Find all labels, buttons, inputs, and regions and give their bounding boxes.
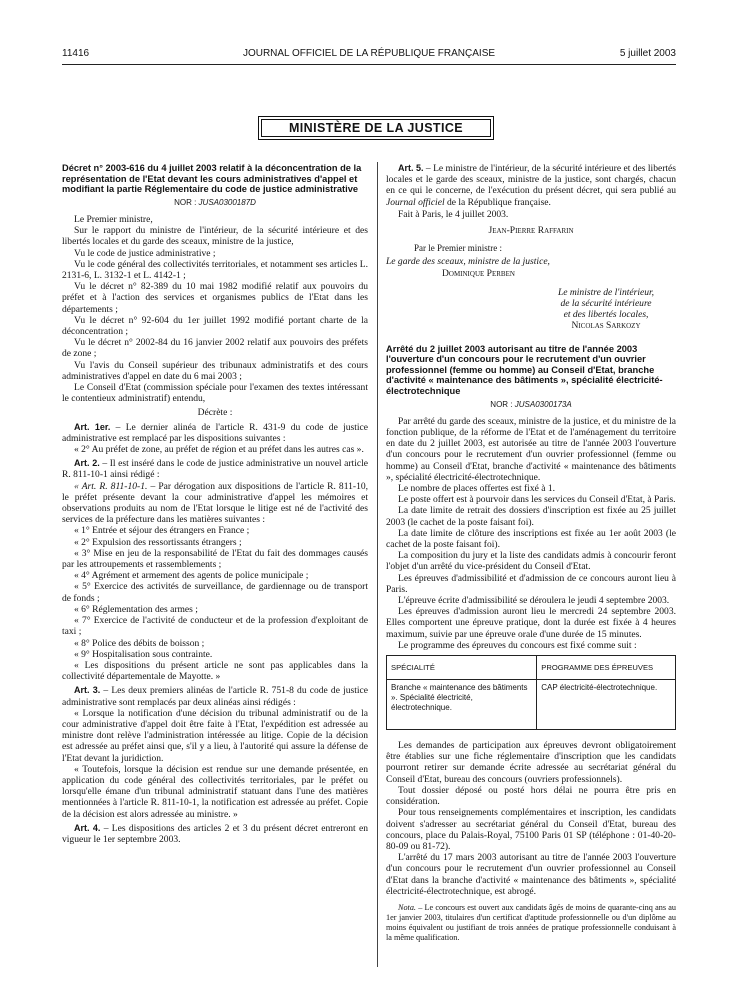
article-4 <box>62 823 368 845</box>
header-rule <box>62 64 676 65</box>
article-2-list-item: « Les dispositions du présent article ne sont pas applicables dans la collectivité départementale de Mayotte. » <box>62 659 368 683</box>
programme-table-header: SPÉCIALITÉ <box>387 656 537 680</box>
decree-premier: Le Premier ministre, <box>74 213 153 225</box>
arrete-paragraph: Le nombre de places offertes est fixé à 1. <box>398 483 556 495</box>
arrete-nor <box>386 399 676 410</box>
article-5-journal: Journal officiel <box>386 196 445 208</box>
arrete-paragraph: L'arrêté du 17 mars 2003 autorisant au titre de l'année 2003 l'ouverture d'un concours pour le recrutement d'un ouvrier professionnel au Conseil d'Etat dans la branche d'activité « maintenance des bâtiments », spécialité électricité-électrotechnique, est abrogé. <box>386 852 676 897</box>
arrete-nor-code: JUSA0300173A <box>514 399 572 409</box>
article-2-list-item: « 4° Agrément et armement des agents de police municipale ; <box>74 570 309 582</box>
decree-nor-code: JUSA0300187D <box>198 197 256 207</box>
article-2-quote-text: – Par dérogation aux dispositions de l'article R. 811-10, le préfet présente devant la cour administrative d'appel les mémoires et observations produits au nom de l'Etat lorsque le litige est né de l'activité des services de la préfecture dans les matières suivantes : <box>62 480 369 526</box>
decree-visa: Sur le rapport du ministre de l'intérieur, de la sécurité intérieure et des libertés locales et du garde des sceaux, ministre de la justice, <box>62 225 368 248</box>
arrete-note-text: – Le concours est ouvert aux candidats âgés de moins de quarante-cinq ans au 1er janvier 2003, titulaires d'un certificat d'aptitude professionnelle ou d'un diplôme au moins équivalent ou justifiant de trois années de pratique professionnelle conduisant à la même qualification. <box>386 902 676 942</box>
article-2-text: – Il est inséré dans le code de justice administrative un nouvel article R. 811-10-1 ainsi rédigé : <box>62 458 368 481</box>
decree-visa: Le Conseil d'Etat (commission spéciale pour l'examen des textes intéressant le contentieux administratif) entendu, <box>62 382 368 405</box>
article-4-text: – Les dispositions des articles 2 et 3 du présent décret entreront en vigueur le 1er septembre 2003. <box>62 822 368 845</box>
decree-visa: Vu le code de justice administrative ; <box>74 247 216 259</box>
article-2-list-item: « 8° Police des débits de boisson ; <box>74 637 205 649</box>
decree-visa: Vu le code général des collectivités territoriales, et notamment ses articles L. 2131-6, L. 3132-1 et L. 4142-1 ; <box>62 258 368 281</box>
arrete-note <box>386 903 676 943</box>
arrete-paragraph: Par arrêté du garde des sceaux, ministre de la justice, et du ministre de la fonction publique, de la réforme de l'Etat et de l'aménagement du territoire en date du 2 juillet 2003, est autorisée au titre de l'année 2003 l'ouverture d'un concours pour le recrutement d'un ouvrier professionnel (femme ou homme) au Conseil d'Etat, branche d'activité « maintenance des bâtiments », spécialité électricité-électrotechnique. <box>386 415 676 483</box>
programme-table-header-row <box>387 656 676 680</box>
arrete-paragraph: Les épreuves d'admissibilité et d'admission de ce concours auront lieu à Paris. <box>386 572 676 595</box>
article-3-label: Art. 3. <box>74 685 101 696</box>
programme-table-cell: Branche « maintenance des bâtiments ». Spécialité électricité, électrotechnique. <box>387 680 537 730</box>
article-2 <box>62 458 368 480</box>
arrete-title: Arrêté du 2 juillet 2003 autorisant au titre de l'année 2003 l'ouverture d'un concours pour le recrutement d'un ouvrier professionnel (femme ou homme) au Conseil d'Etat, branche d'activité « maintenance des bâtiments », spécialité électricité-électrotechnique <box>386 343 663 397</box>
decree-visa: Vu l'avis du Conseil supérieur des tribunaux administratifs et des cours administratives d'appel en date du 6 mai 2003 ; <box>62 359 368 382</box>
article-2-list-item: « 9° Hospitalisation sous contrainte. <box>74 648 213 660</box>
article-5-text-a: – Le ministre de l'intérieur, de la sécurité intérieure et des libertés locales et le garde des sceaux, ministre de la justice, sont chargés, chacun en ce qui le concerne, de l'exécution du présent décret, qui sera publié au <box>386 163 676 197</box>
article-1 <box>62 422 368 444</box>
arrete-paragraph: Tout dossier déposé ou posté hors délai ne pourra être pris en considération. <box>386 784 676 808</box>
article-2-list-item: « 3° Mise en jeu de la responsabilité de l'Etat du fait des dommages causés par les attroupements et rassemblements ; <box>62 547 368 571</box>
article-2-label: Art. 2. <box>74 458 100 469</box>
ministry-heading: MINISTÈRE DE LA JUSTICE <box>261 119 491 137</box>
programme-table-header: PROGRAMME DES ÉPREUVES <box>537 656 676 680</box>
programme-table-cell: CAP électricité-électrotechnique. <box>537 680 676 730</box>
decree-visa: Vu le décret n° 92-604 du 1er juillet 1992 modifié portant charte de la déconcentration ; <box>62 314 368 338</box>
article-4-label: Art. 4. <box>74 822 101 833</box>
garde-name: Dominique Perben <box>442 267 515 279</box>
arrete-paragraph: Le programme des épreuves du concours est fixé comme suit : <box>398 639 637 651</box>
decree-title: Décret n° 2003-616 du 4 juillet 2003 relatif à la déconcentration de la représentation de l'Etat devant les cours administratives d'appel et modifiant la partie Réglementaire du code de justice administrative <box>62 163 362 195</box>
interior-title-2: de la sécurité intérieure <box>560 298 652 310</box>
decree-decrete: Décrète : <box>197 407 233 419</box>
article-1-label: Art. 1er. <box>74 421 111 432</box>
interior-name: Nicolas Sarkozy <box>571 320 641 332</box>
interior-title-1: Le ministre de l'intérieur, <box>557 286 655 298</box>
arrete-nor-label: NOR : <box>490 399 513 409</box>
interior-title-3: et des libertés locales, <box>563 309 649 321</box>
article-3-quote: « Lorsque la notification d'une décision du tribunal administratif ou de la cour administrative d'appel doit être faite à l'Etat, l'expédition est adressée au ministre dont relève l'administration intéressée au litige. Copie de la décision est adressée au préfet ainsi que, s'il y a lieu, à l'autorité qui assure la défense de l'Etat devant la juridiction. <box>62 707 368 764</box>
programme-table-row <box>387 680 676 730</box>
article-3 <box>62 685 368 707</box>
right-column <box>386 163 676 943</box>
ministry-box <box>258 116 494 140</box>
decree-visa: Vu le décret n° 2002-84 du 16 janvier 2002 relatif aux pouvoirs des préfets de zone ; <box>62 337 368 360</box>
garde-title: Le garde des sceaux, ministre de la justice, <box>386 256 550 268</box>
interior-signature <box>536 287 676 332</box>
journal-title: JOURNAL OFFICIEL DE LA RÉPUBLIQUE FRANÇAISE <box>242 48 496 59</box>
article-3-text: – Les deux premiers alinéas de l'article R. 751-8 du code de justice administrative sont remplacés par deux alinéas ainsi rédigés : <box>62 685 368 708</box>
arrete-paragraph: L'épreuve écrite d'admissibilité se déroulera le jeudi 4 septembre 2003. <box>398 595 670 607</box>
article-2-list-item: « 5° Exercice des activités de surveillance, de gardiennage ou de transport de fonds ; <box>62 581 368 604</box>
arrete-paragraph: Le poste offert est à pourvoir dans les services du Conseil d'Etat, à Paris. <box>398 494 676 506</box>
article-5-label: Art. 5. <box>398 163 424 173</box>
signatory-name: Jean-Pierre Raffarin <box>488 225 574 237</box>
decree-nor-label: NOR : <box>174 197 197 207</box>
arrete-paragraph: Les demandes de participation aux épreuves devront obligatoirement être établies sur une fiche réglementaire d'inscription que les candidats pourront retirer sur demande écrite adressée au secrétariat général du Conseil d'Etat, bureau des concours (ouvriers professionnels). <box>386 740 676 785</box>
arrete-note-label: Nota. <box>398 902 416 912</box>
programme-table <box>386 655 676 730</box>
column-divider <box>377 162 378 967</box>
page-header <box>62 48 676 62</box>
done-at: Fait à Paris, le 4 juillet 2003. <box>398 208 509 220</box>
article-2-quote-ref: « Art. R. 811-10-1. <box>74 480 148 492</box>
article-2-list-item: « 1° Entrée et séjour des étrangers en France ; <box>74 525 250 537</box>
arrete-paragraph: Les épreuves d'admission auront lieu le mercredi 24 septembre 2003. Elles comportent une épreuve pratique, dont la durée est fixée à 4 heures maximum, suivie par une épreuve orale d'une durée de 15 minutes. <box>386 606 676 640</box>
article-2-list-item: « 6° Réglementation des armes ; <box>74 603 198 615</box>
article-1-text: – Le dernier alinéa de l'article R. 431-9 du code de justice administrative est remplacé par les dispositions suivantes : <box>62 421 368 444</box>
arrete-paragraph: La date limite de clôture des inscriptions est fixée au 1er août 2003 (le cachet de la poste faisant foi). <box>386 527 676 551</box>
article-3-quote: « Toutefois, lorsque la décision est rendue sur une demande présentée, en application du code général des collectivités territoriales, par le préfet ou lorsqu'elle émane d'un tribunal administratif statuant dans l'une des matières mentionnées à l'article R. 811-10-1, la notification est adressée au préfet. Copie de la décision est alors adressée au ministre. » <box>62 763 368 820</box>
issue-date: 5 juillet 2003 <box>619 48 676 59</box>
article-5-text-b: de la République française. <box>444 196 551 208</box>
left-column <box>62 163 368 845</box>
page-number: 11416 <box>62 48 90 59</box>
article-2-list-item: « 7° Exercice de l'activité de conducteur et de la profession d'exploitant de taxi ; <box>62 615 368 638</box>
arrete-paragraph: Pour tous renseignements complémentaires et inscription, les candidats doivent s'adresser au secrétariat général du Conseil d'Etat, bureau des concours, place du Palais-Royal, 75100 Paris 01 SP (téléphone : 01-40-20-80-09 ou 81-72). <box>386 807 676 852</box>
article-2-quote <box>62 481 368 526</box>
decree-visa: Vu le décret n° 82-389 du 10 mai 1982 modifié relatif aux pouvoirs du préfet et à l'action des services et organismes publics de l'Etat dans les départements ; <box>62 281 368 315</box>
arrete-paragraph: La date limite de retrait des dossiers d'inscription est fixée au 25 juillet 2003 (le cachet de la poste faisant foi). <box>386 505 676 528</box>
by-prime-minister: Par le Premier ministre : <box>414 243 502 254</box>
arrete-paragraph: La composition du jury et la liste des candidats admis à concourir feront l'objet d'un arrêté du vice-président du Conseil d'Etat. <box>386 550 676 573</box>
article-2-list-item: « 2° Expulsion des ressortissants étrangers ; <box>74 536 242 548</box>
article-5 <box>386 163 676 208</box>
article-1-quote: « 2° Au préfet de zone, au préfet de région et au préfet dans les autres cas ». <box>74 444 364 456</box>
decree-nor <box>62 197 368 208</box>
